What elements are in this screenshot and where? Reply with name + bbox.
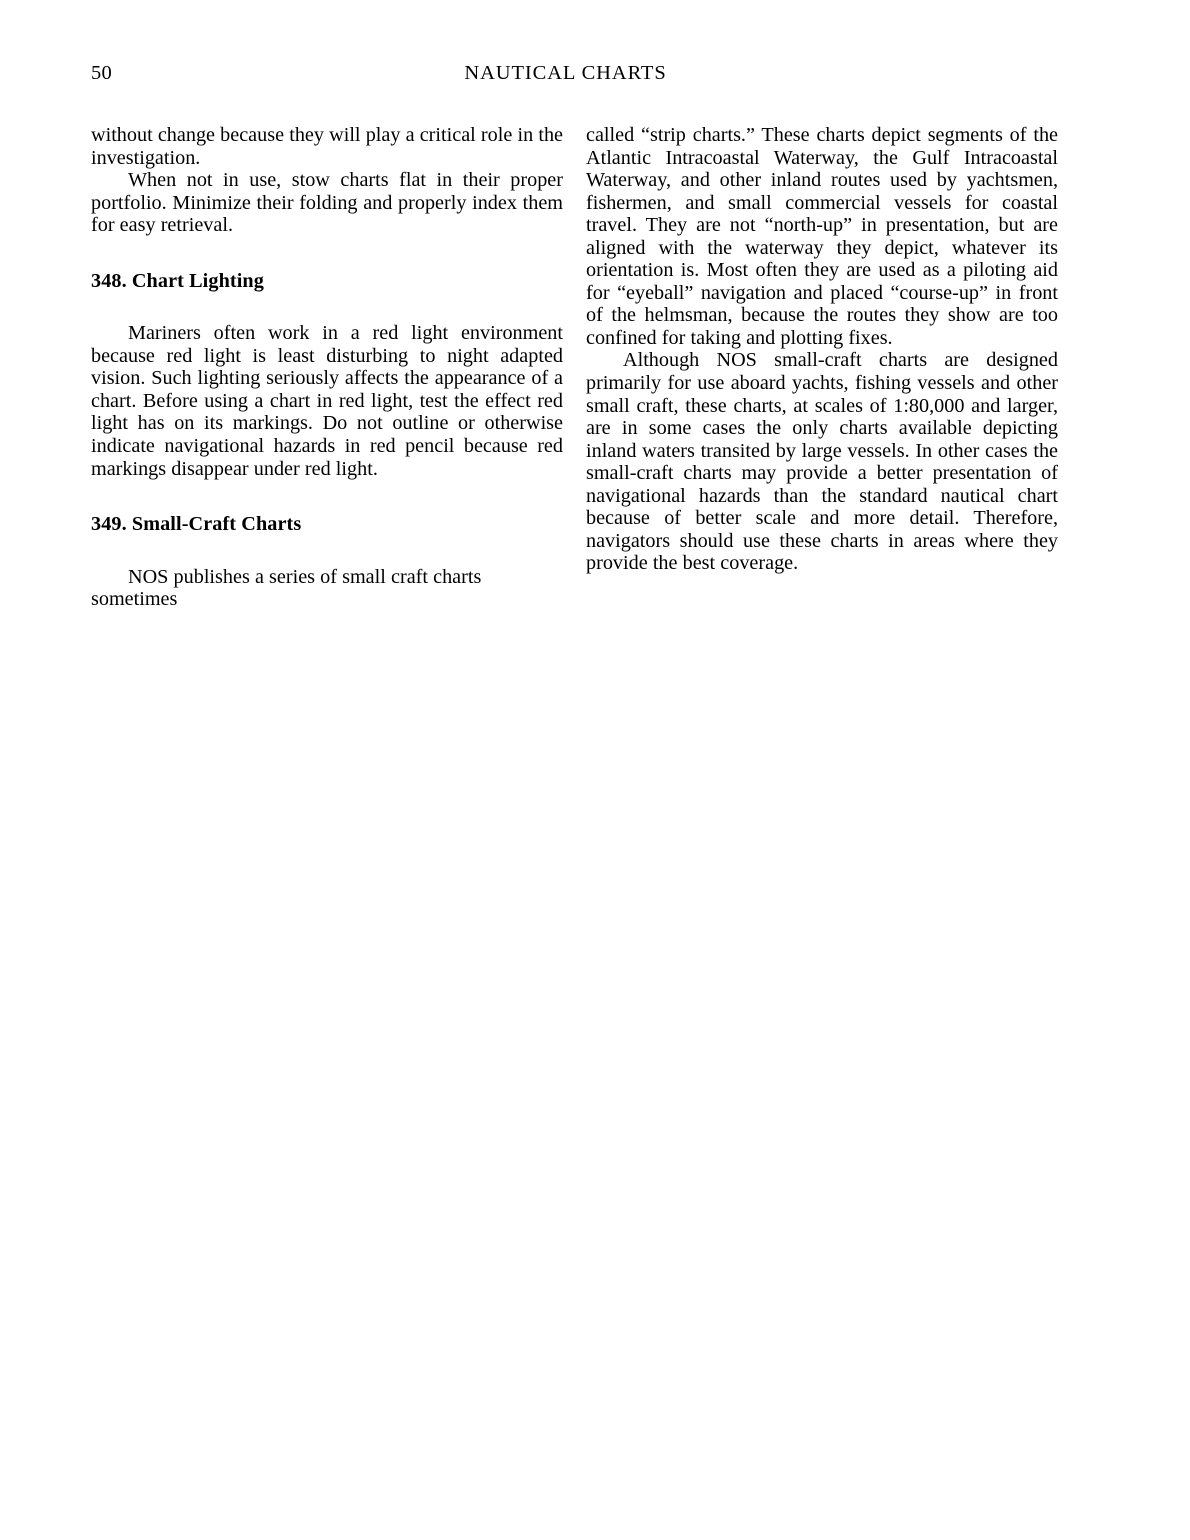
spacer — [91, 480, 563, 513]
page-number: 50 — [91, 62, 112, 84]
section-heading-349: 349. Small-Craft Charts — [91, 513, 302, 536]
paragraph: Mariners often work in a red light environment because red light is least disturbing to night adapted vision. Such lighting seriously affects the appearance of a chart. Before using a chart in red light, test the effect red light has on its markings. Do not outline or otherwise indicate navigational hazards in red pencil because red markings disappear under red light. — [91, 322, 563, 480]
paragraph: NOS publishes a series of small craft charts sometimes — [91, 565, 482, 611]
section-heading-348: 348. Chart Lighting — [91, 269, 264, 292]
column-right — [586, 124, 1058, 575]
spacer — [91, 237, 563, 270]
paragraph: Although NOS small-craft charts are designed primarily for use aboard yachts, fishing vessels and other small craft, these charts, at scales of 1:80,000 and larger, are in some cases the only charts available depicting inland waters transited by large vessels. In other cases the small-craft charts may provide a better presentation of navigational hazards than the standard nautical chart because of better scale and more detail. Therefore, navigators should use these charts in areas where they provide the best coverage. — [586, 349, 1058, 575]
paragraph: When not in use, stow charts flat in their proper portfolio. Minimize their folding and properly index them for easy retrieval. — [91, 169, 563, 237]
paragraph: called “strip charts.” These charts depict segments of the Atlantic Intracoastal Waterway, the Gulf Intracoastal Waterway, and other inland routes used by yachtsmen, fishermen, and small commercial vessels for coastal travel. They are not “north-up” in presentation, but are aligned with the waterway they depict, whatever its orientation is. Most often they are used as a piloting aid for “eyeball” navigation and placed “course-up” in front of the helmsman, because the routes they show are too confined for taking and plotting fixes. — [586, 124, 1058, 349]
paragraph: without change because they will play a critical role in the investigation. — [91, 124, 563, 169]
running-head — [91, 60, 1042, 86]
column-left — [91, 124, 563, 611]
running-head-title: NAUTICAL CHARTS — [464, 62, 667, 84]
spacer — [91, 292, 563, 322]
spacer — [91, 536, 563, 566]
